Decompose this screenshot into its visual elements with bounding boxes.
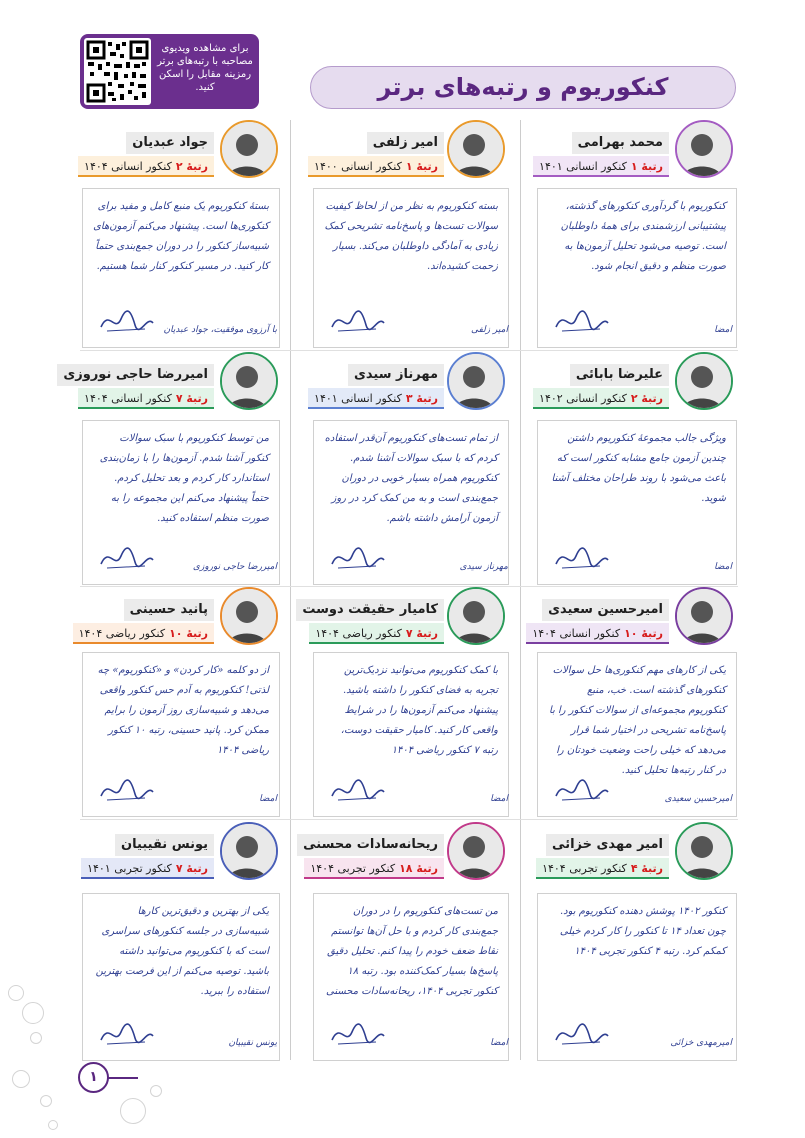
signature-text: یونس نقیبیان bbox=[228, 1038, 277, 1048]
page-number-line bbox=[108, 1077, 138, 1079]
student-name: امیرحسین سعیدی bbox=[542, 599, 669, 621]
student-card bbox=[532, 587, 740, 649]
rank-value: رتبهٔ ۱۰ bbox=[169, 627, 208, 640]
qr-panel bbox=[80, 34, 259, 109]
row-divider bbox=[80, 350, 738, 351]
exam-label: کنکور ریاضی ۱۴۰۴ bbox=[78, 627, 166, 640]
signature-text: امیرمهدی خزائی bbox=[670, 1038, 732, 1048]
rank-value: رتبهٔ ۲ bbox=[630, 392, 663, 405]
signature-text: مهرناز سیدی bbox=[459, 562, 508, 572]
signature-text: امضا bbox=[714, 325, 732, 335]
note-text: کنکور ۱۴۰۲ پوشش دهنده کنکوریوم بود. چون تعداد ۱۴ تا کنکور را کار کردم خیلی کمکم کرد. رتبه ۴ کنکور تجربی ۱۴۰۴ bbox=[559, 906, 726, 957]
exam-label: کنکور ریاضی ۱۴۰۴ bbox=[315, 627, 402, 640]
signature-text: امضا bbox=[259, 794, 277, 804]
student-name: ریحانه‌سادات محسنی bbox=[297, 834, 444, 856]
student-card bbox=[80, 587, 285, 649]
student-card bbox=[303, 822, 515, 884]
decor-ring bbox=[150, 1085, 162, 1097]
exam-label: کنکور تجربی ۱۴۰۴ bbox=[310, 862, 396, 875]
student-photo bbox=[220, 587, 278, 645]
rank-value: رتبهٔ ۱۸ bbox=[399, 862, 438, 875]
student-rank bbox=[304, 858, 444, 879]
note-text: کنکوریوم با گردآوری کنکورهای گذشته، پیشتیبانی ارزشمندی برای همهٔ داوطلبان است. توصیه می‌شود تحلیل آزمون‌ها به صورت منظم و دقیق انجام شود. bbox=[560, 201, 726, 272]
exam-label: کنکور انسانی ۱۴۰۰ bbox=[314, 160, 402, 173]
note-text: من تست‌های کنکوریوم را در دوران جمع‌بندی کار کردم و با حل آن‌ها توانستم نقاط ضعف خودم را پیدا کنم. تحلیل دقیق پاسخ‌ها بسیار کمک‌کننده بود. رتبه ۱۸ کنکور تجربی ۱۴۰۴، ریحانه‌سادات محسنی bbox=[325, 906, 498, 997]
row-divider bbox=[80, 819, 738, 820]
student-photo bbox=[447, 587, 505, 645]
signature-text: امیررضا حاجی نوروزی bbox=[192, 562, 277, 572]
handwritten-note bbox=[537, 652, 737, 817]
student-name: یونس نقیبیان bbox=[115, 834, 214, 856]
student-card bbox=[310, 120, 515, 182]
handwritten-note bbox=[313, 188, 509, 348]
rank-value: رتبهٔ ۳ bbox=[405, 392, 438, 405]
note-text: با کمک کنکوریوم می‌توانید نزدیک‌ترین تجربه به فضای کنکور را داشته باشید. پیشنهاد می‌کنم آزمون‌ها را در شرایط واقعی کار کنید. کامیار حقیقت دوست، رتبه ۷ کنکور ریاضی ۱۴۰۴ bbox=[340, 665, 498, 756]
signature bbox=[552, 1018, 732, 1052]
signature bbox=[97, 1018, 277, 1052]
signature-text: امضا bbox=[490, 794, 508, 804]
rank-value: رتبهٔ ۷ bbox=[405, 627, 438, 640]
decor-ring bbox=[40, 1095, 52, 1107]
student-photo bbox=[220, 822, 278, 880]
student-rank bbox=[536, 858, 669, 879]
exam-label: کنکور انسانی ۱۴۰۴ bbox=[532, 627, 621, 640]
student-photo bbox=[220, 352, 278, 410]
signature bbox=[97, 542, 277, 576]
student-card bbox=[535, 822, 740, 884]
student-card bbox=[63, 352, 285, 414]
signature-text: امیرحسین سعیدی bbox=[664, 794, 732, 804]
student-name: امیررضا حاجی نوروزی bbox=[57, 364, 214, 386]
signature bbox=[328, 1018, 508, 1052]
student-photo bbox=[675, 120, 733, 178]
student-photo bbox=[447, 120, 505, 178]
student-card bbox=[535, 120, 740, 182]
handwritten-note bbox=[537, 188, 737, 348]
student-rank bbox=[73, 623, 214, 644]
rank-value: رتبهٔ ۷ bbox=[175, 862, 208, 875]
signature bbox=[552, 542, 732, 576]
student-name: کامیار حقیقت دوست bbox=[296, 599, 444, 621]
signature-text: امضا bbox=[714, 562, 732, 572]
exam-label: کنکور انسانی ۱۴۰۱ bbox=[314, 392, 402, 405]
note-text: از تمام تست‌های کنکوریوم آن‌قدر استفاده کردم که با سبک سوالات آشنا شدم. کنکوریوم همراه بسیار خوبی در دوران جمع‌بندی است و به من کمک کرد در روز آزمون آرامش داشته باشم. bbox=[324, 433, 498, 524]
signature bbox=[328, 305, 508, 339]
student-name: امیر مهدی خزائی bbox=[546, 834, 669, 856]
exam-label: کنکور انسانی ۱۴۰۲ bbox=[539, 392, 627, 405]
handwritten-note bbox=[537, 893, 737, 1061]
decor-ring bbox=[12, 1070, 30, 1088]
handwritten-note bbox=[82, 652, 280, 817]
exam-label: کنکور انسانی ۱۴۰۴ bbox=[84, 160, 172, 173]
column-divider bbox=[520, 120, 521, 1060]
student-card bbox=[535, 352, 740, 414]
rank-value: رتبهٔ ۱ bbox=[405, 160, 438, 173]
decor-ring bbox=[30, 1032, 42, 1044]
handwritten-note bbox=[82, 893, 280, 1061]
qr-caption: برای مشاهده ویدیوی مصاحبه با رتبه‌های برتر رمزینه مقابل را اسکن کنید. bbox=[157, 43, 253, 93]
student-rank bbox=[309, 623, 444, 644]
handwritten-note bbox=[313, 893, 509, 1061]
student-photo bbox=[675, 587, 733, 645]
student-rank bbox=[78, 156, 214, 177]
student-photo bbox=[675, 352, 733, 410]
student-card bbox=[80, 822, 285, 884]
note-text: یکی از کارهای مهم کنکوری‌ها حل سوالات کنکورهای گذشته است. خب، منبع کنکوریوم مجموعه‌ای از سوالات کنکور را با پاسخ‌نامه تشریحی در اختیار شما قرار می‌دهد که خیلی راحت وضعیت خودتان را در کنار رتبه‌ها تحلیل کنید. bbox=[549, 665, 726, 776]
student-rank bbox=[526, 623, 669, 644]
student-photo bbox=[447, 352, 505, 410]
rank-value: رتبهٔ ۴ bbox=[630, 862, 663, 875]
handwritten-note bbox=[313, 652, 509, 817]
student-name: جواد عبدیان bbox=[126, 132, 214, 154]
student-name: امیر زلفی bbox=[367, 132, 444, 154]
student-name: علیرضا بابائی bbox=[570, 364, 669, 386]
student-rank bbox=[308, 388, 444, 409]
rank-value: رتبهٔ ۷ bbox=[175, 392, 208, 405]
page-title: کنکوریوم و رتبه‌های برتر bbox=[310, 66, 736, 109]
exam-label: کنکور انسانی ۱۴۰۴ bbox=[84, 392, 172, 405]
rank-value: رتبهٔ ۲ bbox=[175, 160, 208, 173]
note-text: یکی از بهترین و دقیق‌ترین کارها شبیه‌سازی در جلسه کنکورهای سراسری است که با کنکوریوم می‌توانید داشته باشید. توصیه می‌کنم از این فرصت بهترین استفاده را ببرید. bbox=[95, 906, 269, 997]
signature-text: امضا bbox=[490, 1038, 508, 1048]
student-photo bbox=[220, 120, 278, 178]
handwritten-note bbox=[313, 420, 509, 585]
signature bbox=[328, 542, 508, 576]
signature bbox=[97, 774, 277, 808]
note-text: بستهٔ کنکوریوم یک منبع کامل و مفید برای کنکوری‌ها است. پیشنهاد می‌کنم آزمون‌های شبیه‌ساز کنکور را در دوران جمع‌بندی حتماً کار کنید. در مسیر کنکور کنار شما هستیم. bbox=[93, 201, 269, 272]
qr-code-icon[interactable] bbox=[84, 38, 151, 105]
student-rank bbox=[533, 388, 669, 409]
note-text: از دو کلمه «کار کردن» و «کنکوریوم» چه لذتی! کنکوریوم به آدم حس کنکور واقعی می‌دهد و شبیه‌سازی روز آزمون را برایم ممکن کرد. پانید حسینی، رتبه ۱۰ کنکور ریاضی ۱۴۰۴ bbox=[97, 665, 269, 756]
student-name: پانید حسینی bbox=[124, 599, 214, 621]
column-divider bbox=[290, 120, 291, 1060]
student-name: محمد بهرامی bbox=[572, 132, 669, 154]
decor-ring bbox=[48, 1120, 58, 1130]
signature-text: امیر زلفی bbox=[470, 325, 508, 335]
rank-value: رتبهٔ ۱ bbox=[630, 160, 663, 173]
decor-ring bbox=[22, 1002, 44, 1024]
student-card bbox=[80, 120, 285, 182]
signature bbox=[552, 305, 732, 339]
handwritten-note bbox=[537, 420, 737, 585]
student-name: مهرناز سیدی bbox=[348, 364, 444, 386]
student-photo bbox=[447, 822, 505, 880]
student-photo bbox=[675, 822, 733, 880]
rank-value: رتبهٔ ۱۰ bbox=[624, 627, 663, 640]
student-card bbox=[302, 587, 515, 649]
exam-label: کنکور انسانی ۱۴۰۱ bbox=[539, 160, 627, 173]
page-number: ۱ bbox=[78, 1062, 109, 1093]
signature bbox=[552, 774, 732, 808]
note-text: ویژگی جالب مجموعهٔ کنکوریوم داشتن چندین آزمون جامع مشابه کنکور است که باعث می‌شود با روند طراحان مختلف آشنا شوید. bbox=[551, 433, 726, 504]
student-card bbox=[310, 352, 515, 414]
student-rank bbox=[78, 388, 214, 409]
handwritten-note bbox=[82, 420, 280, 585]
exam-label: کنکور تجربی ۱۴۰۱ bbox=[87, 862, 172, 875]
exam-label: کنکور تجربی ۱۴۰۴ bbox=[542, 862, 627, 875]
note-text: بسته کنکوریوم به نظر من از لحاظ کیفیت سوالات تست‌ها و پاسخ‌نامه تشریحی کمک زیادی به آمادگی داوطلبان می‌کند. بسیار زحمت کشیده‌اند. bbox=[324, 201, 498, 272]
handwritten-note bbox=[82, 188, 280, 348]
student-rank bbox=[533, 156, 669, 177]
student-rank bbox=[81, 858, 214, 879]
note-text: من توسط کنکوریوم با سبک سوالات کنکور آشنا شدم. آزمون‌ها را با زمان‌بندی استاندارد کار کردم و بعد تحلیل کردم. حتماً پیشنهاد می‌کنم این مجموعه را به صورت منظم استفاده کنید. bbox=[99, 433, 269, 524]
student-rank bbox=[308, 156, 444, 177]
decor-ring bbox=[120, 1098, 146, 1124]
signature bbox=[97, 305, 277, 339]
signature bbox=[328, 774, 508, 808]
decor-ring bbox=[8, 985, 24, 1001]
signature-text: با آرزوی موفقیت، جواد عبدیان bbox=[163, 325, 277, 335]
